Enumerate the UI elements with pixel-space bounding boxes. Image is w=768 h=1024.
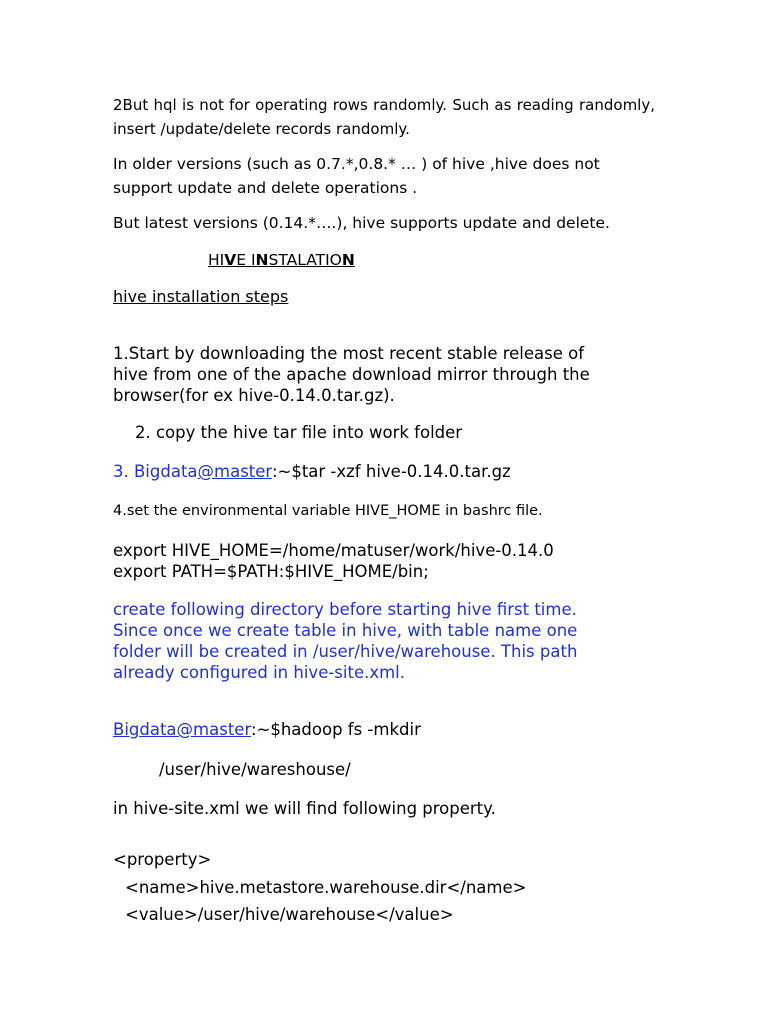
step-3 (113, 461, 511, 482)
xml-name-line: <name>hive.metastore.warehouse.dir</name> (125, 877, 527, 897)
paragraph-older-versions-line-2: support update and delete operations . (113, 179, 418, 197)
paragraph-older-versions-line-1: In older versions (such as 0.7.*,0.8.* … ) of hive ,hive does not (113, 155, 600, 173)
mkdir-command (113, 719, 421, 740)
xml-value-line: <value>/user/hive/warehouse</value> (125, 905, 454, 924)
step-3-prefix: 3. Bigdata (113, 462, 198, 481)
installation-steps-title: hive installation steps (113, 287, 289, 306)
step-1-line-2: hive from one of the apache download mirror through the (113, 365, 590, 384)
heading-part-5: STALATIO (268, 251, 342, 269)
directory-note-line-3: folder will be created in /user/hive/warehouse. This path (113, 642, 578, 661)
paragraph-older-versions (113, 152, 658, 200)
directory-note (113, 599, 673, 683)
section-heading-hive-installation (208, 248, 355, 272)
step-2: 2. copy the hive tar file into work folder (135, 423, 463, 442)
step-1 (113, 343, 653, 406)
heading-part-4: N (255, 251, 269, 269)
heading-part-6: N (341, 251, 355, 269)
export-path: export PATH=$PATH:$HIVE_HOME/bin; (113, 562, 429, 581)
directory-note-line-4: already configured in hive-site.xml. (113, 663, 406, 682)
xml-property-block (113, 846, 526, 929)
export-commands (113, 540, 554, 582)
heading-part-3: E I (236, 251, 256, 269)
step-3-command: :~$tar -xzf hive-0.14.0.tar.gz (271, 462, 511, 481)
export-hive-home: export HIVE_HOME=/home/matuser/work/hive-0.14.0 (113, 541, 554, 560)
paragraph-latest-versions: But latest versions (0.14.*….), hive supports update and delete. (113, 214, 610, 232)
bigdata-master-link[interactable]: Bigdata@master (113, 720, 251, 739)
step-1-line-3: browser(for ex hive-0.14.0.tar.gz). (113, 386, 395, 405)
property-intro: in hive-site.xml we will find following property. (113, 799, 496, 818)
step-1-line-1: 1.Start by downloading the most recent stable release of (113, 344, 585, 363)
master-email-link[interactable]: @master (197, 462, 272, 481)
paragraph-hql-random: 2But hql is not for operating rows randomly. Such as reading randomly, insert /update/delete records randomly. (113, 96, 655, 138)
warehouse-path: /user/hive/wareshouse/ (159, 760, 351, 779)
directory-note-line-2: Since once we create table in hive, with table name one (113, 621, 578, 640)
xml-property-open: <property> (113, 850, 212, 869)
directory-note-line-1: create following directory before starting hive first time. (113, 600, 577, 619)
mkdir-command-text: :~$hadoop fs -mkdir (250, 720, 421, 739)
heading-part-1: HI (208, 251, 225, 269)
heading-part-2: V (224, 251, 237, 269)
step-4: 4.set the environmental variable HIVE_HOME in bashrc file. (113, 503, 543, 519)
